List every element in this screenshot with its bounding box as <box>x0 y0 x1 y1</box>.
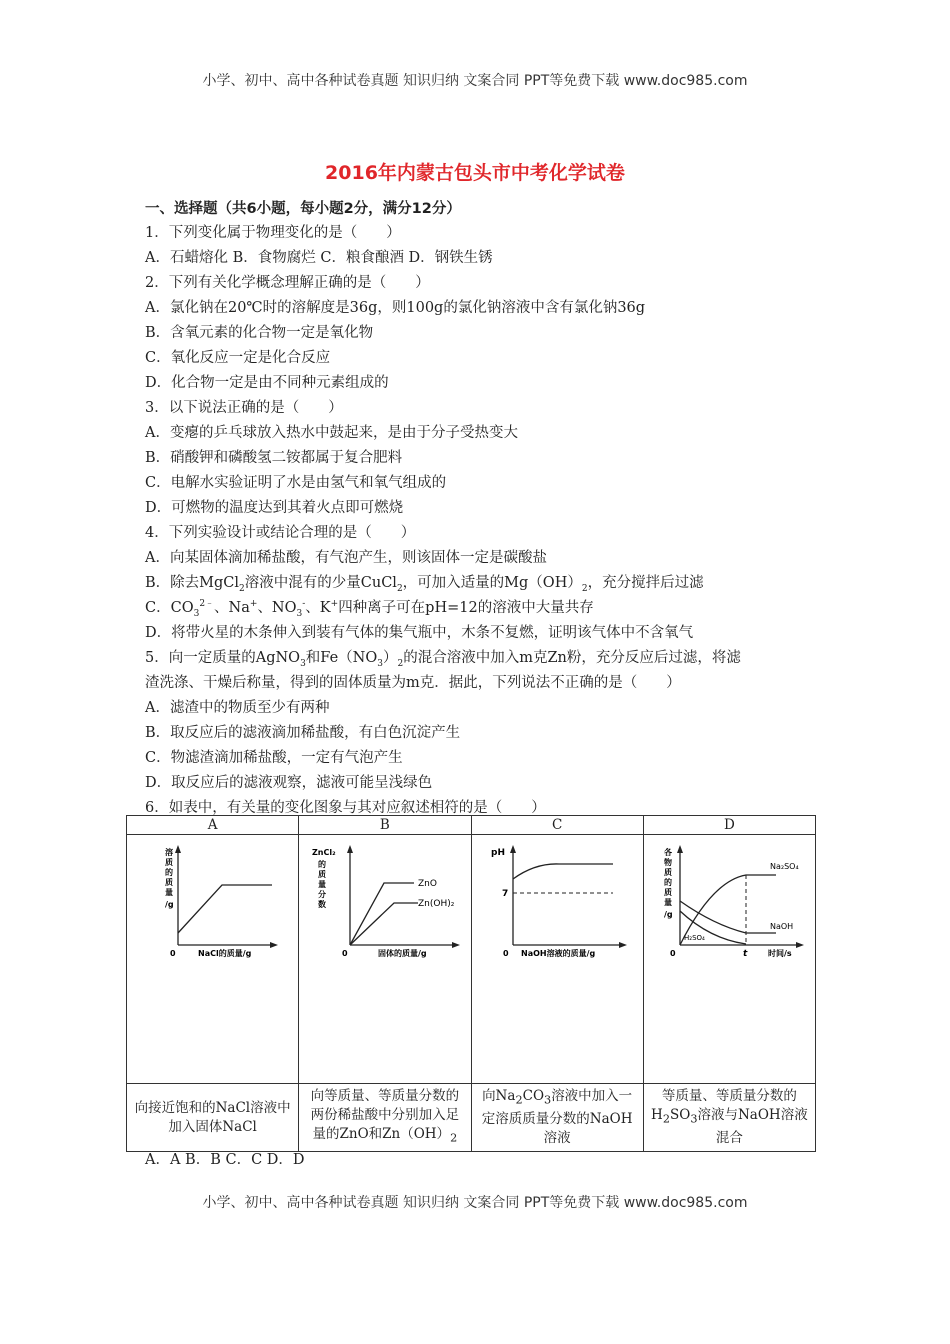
subscript: 3 <box>193 608 200 619</box>
series-na2so4-label: Na₂SO₄ <box>770 862 800 871</box>
superscript: + <box>249 599 258 610</box>
subscript: 2 <box>239 583 245 594</box>
text: 、Na <box>214 600 250 616</box>
question-list <box>145 221 825 821</box>
text: 向Na <box>482 1088 516 1105</box>
text: 、K <box>305 600 331 616</box>
header-d: D <box>643 816 815 835</box>
question-6-table <box>126 815 816 1152</box>
question-3-option-b: B．硝酸钾和磷酸氢二铵都属于复合肥料 <box>145 450 403 466</box>
question-1: 1．下列变化属于物理变化的是（ ） <box>145 225 401 241</box>
subscript: 3 <box>296 608 303 619</box>
subscript: 2 <box>450 1131 458 1145</box>
question-5-option-b: B．取反应后的滤液滴加稀盐酸，有白色沉淀产生 <box>145 725 461 741</box>
origin: 0 <box>670 949 676 958</box>
question-3: 3．以下说法正确的是（ ） <box>145 400 343 416</box>
series-h2so4-label: H₂SO₄ <box>684 934 706 942</box>
subscript: 3 <box>544 1093 552 1107</box>
subscript: 3 <box>377 658 383 669</box>
desc-b-text: 向等质量、等质量分数的两份稀盐酸中分别加入足量的ZnO和Zn（OH） <box>310 1088 460 1143</box>
text: 5．向一定质量的AgNO <box>145 650 301 666</box>
y-arrow <box>175 845 181 853</box>
curve-naoh <box>680 901 776 933</box>
desc-b <box>299 1084 471 1152</box>
x-arrow <box>796 942 804 948</box>
x-arrow <box>619 942 627 948</box>
origin: 0 <box>341 949 348 958</box>
page-title: 2016年内蒙古包头市中考化学试卷 <box>325 162 625 184</box>
question-6-options: A．A B．B C．C D．D <box>145 1152 305 1168</box>
subscript: 3 <box>300 658 306 669</box>
y-label-3: 质 <box>664 868 673 877</box>
y-label-2: 物 <box>664 858 673 867</box>
y-label-2: 质 <box>164 858 173 867</box>
subscript: 2 <box>581 583 588 594</box>
question-5-option-c: C．物滤渣滴加稀盐酸，一定有气泡产生 <box>145 750 403 766</box>
desc-c <box>471 1084 643 1152</box>
graph-c <box>487 845 627 960</box>
curve-nacl <box>178 885 272 933</box>
question-2: 2．下列有关化学概念理解正确的是（ ） <box>145 275 430 291</box>
y-label-5: 量 <box>164 888 173 897</box>
text: 的混合溶液中加入m克Zn粉，充分反应后过滤，将滤 <box>403 650 741 666</box>
text: B．除去MgCl <box>145 575 240 591</box>
question-2-option-c: C．氧化反应一定是化合反应 <box>145 350 331 366</box>
question-5 <box>145 646 825 671</box>
graph-b-cell <box>299 835 471 1084</box>
subscript: 2 <box>515 1093 523 1107</box>
subscript: 2 <box>396 583 403 594</box>
subscript: 3 <box>690 1112 698 1126</box>
y-label: pH <box>491 848 506 858</box>
question-3-option-c: C．电解水实验证明了水是由氢气和氧气组成的 <box>145 475 447 491</box>
y-label-2: 质 <box>317 870 326 879</box>
x-label: 固体的质量/g <box>377 949 427 958</box>
desc-a <box>127 1084 299 1152</box>
y-label-1: 溶 <box>164 848 173 857</box>
question-4-option-b <box>145 571 825 596</box>
graph-d-cell <box>643 835 815 1084</box>
question-2-option-b: B．含氧元素的化合物一定是氧化物 <box>145 325 374 341</box>
graph-d <box>654 845 804 960</box>
question-5-continued: 渣洗涤、干燥后称量，得到的固体质量为m克．据此，下列说法不正确的是（ ） <box>145 675 681 691</box>
text: C．CO <box>145 600 194 616</box>
text: 四种离子可在pH=12的溶液中大量共存 <box>338 600 594 616</box>
y-label-1: 各 <box>664 848 673 857</box>
question-3-option-a: A．变瘪的乒乓球放入热水中鼓起来，是由于分子受热变大 <box>145 425 518 441</box>
y-label-1: 的 <box>317 860 326 869</box>
question-4-option-d: D．将带火星的木条伸入到装有气体的集气瓶中，木条不复燃，证明该气体中不含氧气 <box>145 625 694 641</box>
superscript: - <box>302 599 306 610</box>
text: ） <box>382 650 398 666</box>
series-znoh2-label: Zn(OH)₂ <box>417 899 455 909</box>
table-graph-row <box>127 835 816 1084</box>
origin: 0 <box>503 949 509 958</box>
y-label-4: 的 <box>664 878 673 887</box>
desc-a-text: 向接近饱和的NaCl溶液中加入固体NaCl <box>134 1099 291 1135</box>
y-label-5: 数 <box>317 900 326 909</box>
superscript: 2﹣ <box>199 599 215 610</box>
subscript: 2 <box>397 658 404 669</box>
tick-t: t <box>743 949 748 959</box>
text: 和Fe（NO <box>305 650 378 666</box>
y-label-5: 质 <box>664 888 673 897</box>
x-label: NaOH溶液的质量/g <box>521 949 596 958</box>
question-3-option-d: D．可燃物的温度达到其着火点即可燃烧 <box>145 500 404 516</box>
graph-c-cell <box>471 835 643 1084</box>
series-zno-label: ZnO <box>417 879 437 889</box>
y-label-3: 量 <box>317 880 326 889</box>
y-label-4: 质 <box>164 878 173 887</box>
y-arrow <box>677 845 683 853</box>
text: SO <box>670 1107 691 1124</box>
question-1-options: A．石蜡熔化 B．食物腐烂 C．粮食酿酒 D．钢铁生锈 <box>145 250 493 266</box>
page-footer: 小学、初中、高中各种试卷真题 知识归纳 文案合同 PPT等免费下载 www.doc985.com <box>202 1195 748 1211</box>
x-label: NaCl的质量/g <box>197 949 251 958</box>
question-2-option-d: D．化合物一定是由不同种元素组成的 <box>145 375 389 391</box>
x-label: 时间/s <box>768 949 793 958</box>
curve-znoh2 <box>350 903 418 945</box>
question-5-option-a: A．滤渣中的物质至少有两种 <box>145 700 330 716</box>
table-header-row <box>127 816 816 835</box>
superscript: + <box>330 599 339 610</box>
y-label-6: /g <box>164 900 174 909</box>
table-description-row <box>127 1084 816 1152</box>
header-b: B <box>299 816 471 835</box>
y-label-4: 分 <box>317 890 326 899</box>
y-label-3: 的 <box>164 868 173 877</box>
page-header: 小学、初中、高中各种试卷真题 知识归纳 文案合同 PPT等免费下载 www.doc985.com <box>202 73 748 89</box>
header-c: C <box>471 816 643 835</box>
graph-b <box>310 845 460 960</box>
origin: 0 <box>169 949 176 958</box>
y-label-top: ZnCl₂ <box>311 848 336 857</box>
graph-a-cell <box>127 835 299 1084</box>
y-arrow <box>510 845 516 853</box>
question-4-option-c <box>145 596 825 621</box>
text: 、NO <box>257 600 297 616</box>
x-arrow <box>270 942 278 948</box>
desc-d <box>643 1084 815 1152</box>
header-a: A <box>127 816 299 835</box>
text: ，可加入适量的Mg（OH） <box>402 575 582 591</box>
subscript: 2 <box>662 1112 670 1126</box>
tick-7: 7 <box>502 889 509 899</box>
text: 溶液中混有的少量CuCl <box>244 575 397 591</box>
series-naoh-label: NaOH <box>770 922 794 931</box>
text: ，充分搅拌后过滤 <box>587 575 704 591</box>
y-arrow <box>347 845 353 853</box>
graph-a <box>148 845 278 960</box>
text: CO <box>522 1088 545 1105</box>
text: 溶液中加入一定溶质质量分数的NaOH溶液 <box>481 1088 633 1146</box>
curve-ph <box>513 864 613 879</box>
x-arrow <box>452 942 460 948</box>
text: 溶液与NaOH溶液混合 <box>697 1107 808 1146</box>
question-5-option-d: D．取反应后的滤液观察，滤液可能呈浅绿色 <box>145 775 433 791</box>
question-4: 4．下列实验设计或结论合理的是（ ） <box>145 525 416 541</box>
y-label-6: 量 <box>664 898 673 907</box>
question-4-option-a: A．向某固体滴加稀盐酸，有气泡产生，则该固体一定是碳酸盐 <box>145 550 547 566</box>
question-6: 6．如表中，有关量的变化图象与其对应叙述相符的是（ ） <box>145 800 546 816</box>
section-heading: 一、选择题（共6小题，每小题2分，满分12分） <box>145 201 461 217</box>
question-2-option-a: A．氯化钠在20℃时的溶解度是36g，则100g的氯化钠溶液中含有氯化钠36g <box>145 300 646 316</box>
text: 等质量、等质量分数的H <box>651 1088 797 1124</box>
y-label-7: /g <box>664 910 674 919</box>
